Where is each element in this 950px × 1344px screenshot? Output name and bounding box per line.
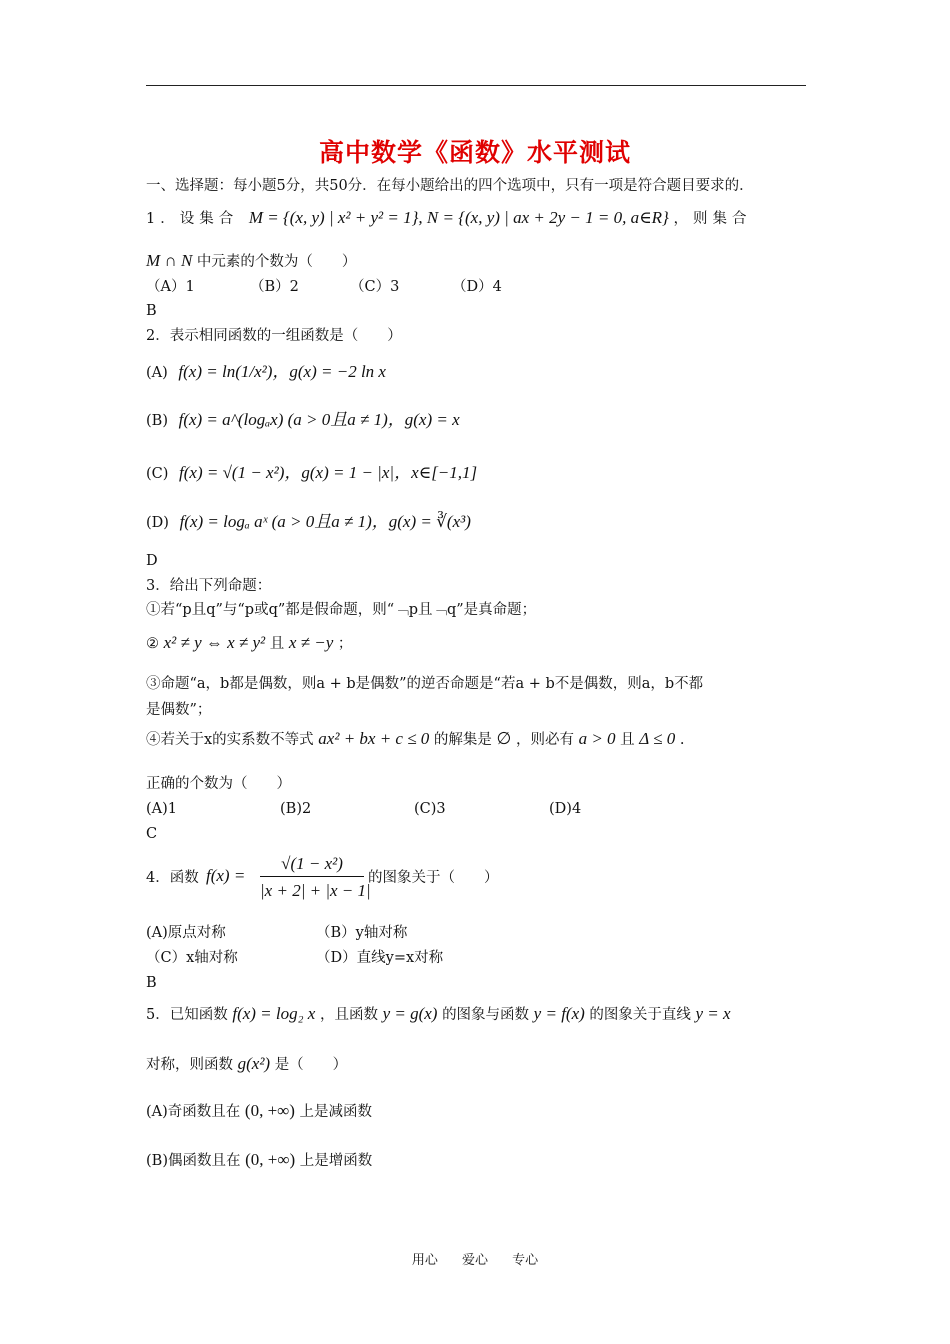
q4-formula-left: f(x) = [206,866,246,885]
q3-proposition-1: ①若“p且q”与“p或q”都是假命题，则“﹁p且﹁q”是真命题； [146,602,537,618]
q2-option-a-formula: f(x) = ln(1/x²)，g(x) = −2 ln x [178,362,386,381]
q3-proposition-3-line1: ③命题“a，b都是偶数，则a + b是偶数”的逆否命题是“若a + b不是偶数，则a，b不都 [146,676,704,692]
q2-option-c [146,463,477,484]
q2-option-b-label: (B) [146,413,168,429]
q2-option-c-label: (C) [146,466,169,482]
q3-proposition-4 [146,729,685,750]
q3-proposition-2 [146,633,352,654]
q5-text-d: 的图象关于直线 [589,1007,691,1023]
q5-option-a-text-b: 上是减函数 [299,1104,373,1120]
q3-p4-end: . [679,732,685,748]
q3-option-b: (B)2 [280,801,312,817]
q3-question: 正确的个数为（ ） [146,776,291,792]
question-1-line1 [146,208,806,229]
q5-option-b [146,1150,372,1171]
q1-option-a: （A）1 [146,279,195,295]
q5-option-b-interval: (0, +∞) [245,1150,296,1169]
q3-p4-empty-set: ∅ [496,729,512,748]
section-heading: 一、选择题：每小题5分，共50分．在每小题给出的四个选项中，只有一项是符合题目要求的． [146,178,754,194]
q4-numerator: √(1 − x²) [260,852,364,877]
q4-option-b: （B）y轴对称 [316,925,408,941]
q3-answer: C [146,826,158,842]
q4-option-a: (A)原点对称 [146,925,226,941]
q2-option-a-label: (A) [146,365,168,381]
q2-option-d [146,512,471,533]
q2-answer: D [146,553,158,569]
q3-p2-end: ； [337,636,353,652]
question-2-stem: 2．表示相同函数的一组函数是（ ） [146,328,402,344]
q2-option-d-formula: f(x) = logₐ aˣ (a > 0且a ≠ 1)，g(x) = ∛(x³) [179,512,471,531]
question-3-stem: 3．给出下列命题： [146,578,272,594]
q2-option-d-label: (D) [146,515,169,531]
q5-formula-f: f(x) = log₂ x [232,1004,316,1023]
q1-suffix: ，则集合 [673,211,752,227]
page-footer [0,1249,950,1268]
question-5-line2 [146,1054,347,1075]
q5-formula-g: y = g(x) [382,1004,438,1023]
q5-text-a: 5．已知函数 [146,1007,228,1023]
q3-proposition-3-line2: 是偶数”； [146,702,212,718]
page-title: 高中数学《函数》水平测试 [318,138,631,167]
q5-line2-text-a: 对称，则函数 [146,1057,233,1073]
q5-line2-text-b: 是（ ） [274,1057,348,1073]
q1-formula: M = {(x, y) | x² + y² = 1}, N = {(x, y) | ax + 2y − 1 = 0, a∈R} [248,208,669,227]
q3-p2-formula2: x ≠ −y [288,633,334,652]
footer-text-1: 用心 [411,1253,438,1268]
q1-option-d: （D）4 [452,279,502,295]
q3-p2-number: ② [146,636,159,652]
q4-fraction [260,852,371,905]
q4-option-c: （C）x轴对称 [146,950,238,966]
q3-p4-text-c: ，则必有 [515,732,574,748]
question-5-line1 [146,1004,731,1025]
q1-line2-text: 中元素的个数为（ ） [196,254,357,270]
q3-p4-text-a: ④若关于x的实系数不等式 [146,732,314,748]
q3-p4-text-b: 的解集是 [433,732,492,748]
q4-denominator: |x + 2| + |x − 1| [260,881,371,900]
q3-p2-formula: x² ≠ y ⇔ x ≠ y² [163,633,266,652]
q5-option-a-interval: (0, +∞) [244,1101,295,1120]
q2-option-b-formula: f(x) = a^(logₐx) (a > 0且a ≠ 1)，g(x) = x [178,410,460,429]
footer-text-2: 爱心 [461,1253,488,1268]
q4-answer: B [146,975,157,991]
q3-p4-formula2: a > 0 [578,729,616,748]
q5-line2-formula: g(x²) [237,1054,271,1073]
q5-text-b: ，且函数 [319,1007,378,1023]
q3-p4-formula: ax² + bx + c ≤ 0 [318,729,430,748]
q5-text-c: 的图象与函数 [442,1007,530,1023]
q1-prefix: 1．设集合 [146,211,239,227]
q3-p2-and: 且 [269,636,285,652]
q5-formula-yf: y = f(x) [533,1004,585,1023]
q1-option-b: （B）2 [250,279,299,295]
q3-option-c: (C)3 [414,801,446,817]
q2-option-c-formula: f(x) = √(1 − x²)，g(x) = 1 − |x|，x∈[−1,1] [179,463,478,482]
q5-option-b-text-b: 上是增函数 [299,1153,373,1169]
header-rule [146,85,806,86]
q5-option-a-text-a: (A)奇函数且在 [146,1104,241,1120]
q3-option-a: (A)1 [146,801,178,817]
q1-answer: B [146,303,157,319]
q2-option-b [146,410,460,431]
q2-option-a [146,362,386,383]
q1-line2-formula: M ∩ N [146,251,193,270]
q1-option-c: （C）3 [350,279,400,295]
q3-option-d: (D)4 [549,801,582,817]
q5-option-a [146,1101,372,1122]
q3-p4-formula3: Δ ≤ 0 [639,729,676,748]
q5-option-b-text-a: (B)偶函数且在 [146,1153,241,1169]
q3-p4-and: 且 [620,732,635,748]
question-1-line2 [146,251,356,272]
q4-prefix: 4．函数 [146,870,199,886]
q5-formula-line: y = x [695,1004,731,1023]
q4-option-d: （D）直线y=x对称 [316,950,444,966]
q4-suffix: 的图象关于（ ） [368,870,499,886]
footer-text-3: 专心 [512,1253,539,1268]
